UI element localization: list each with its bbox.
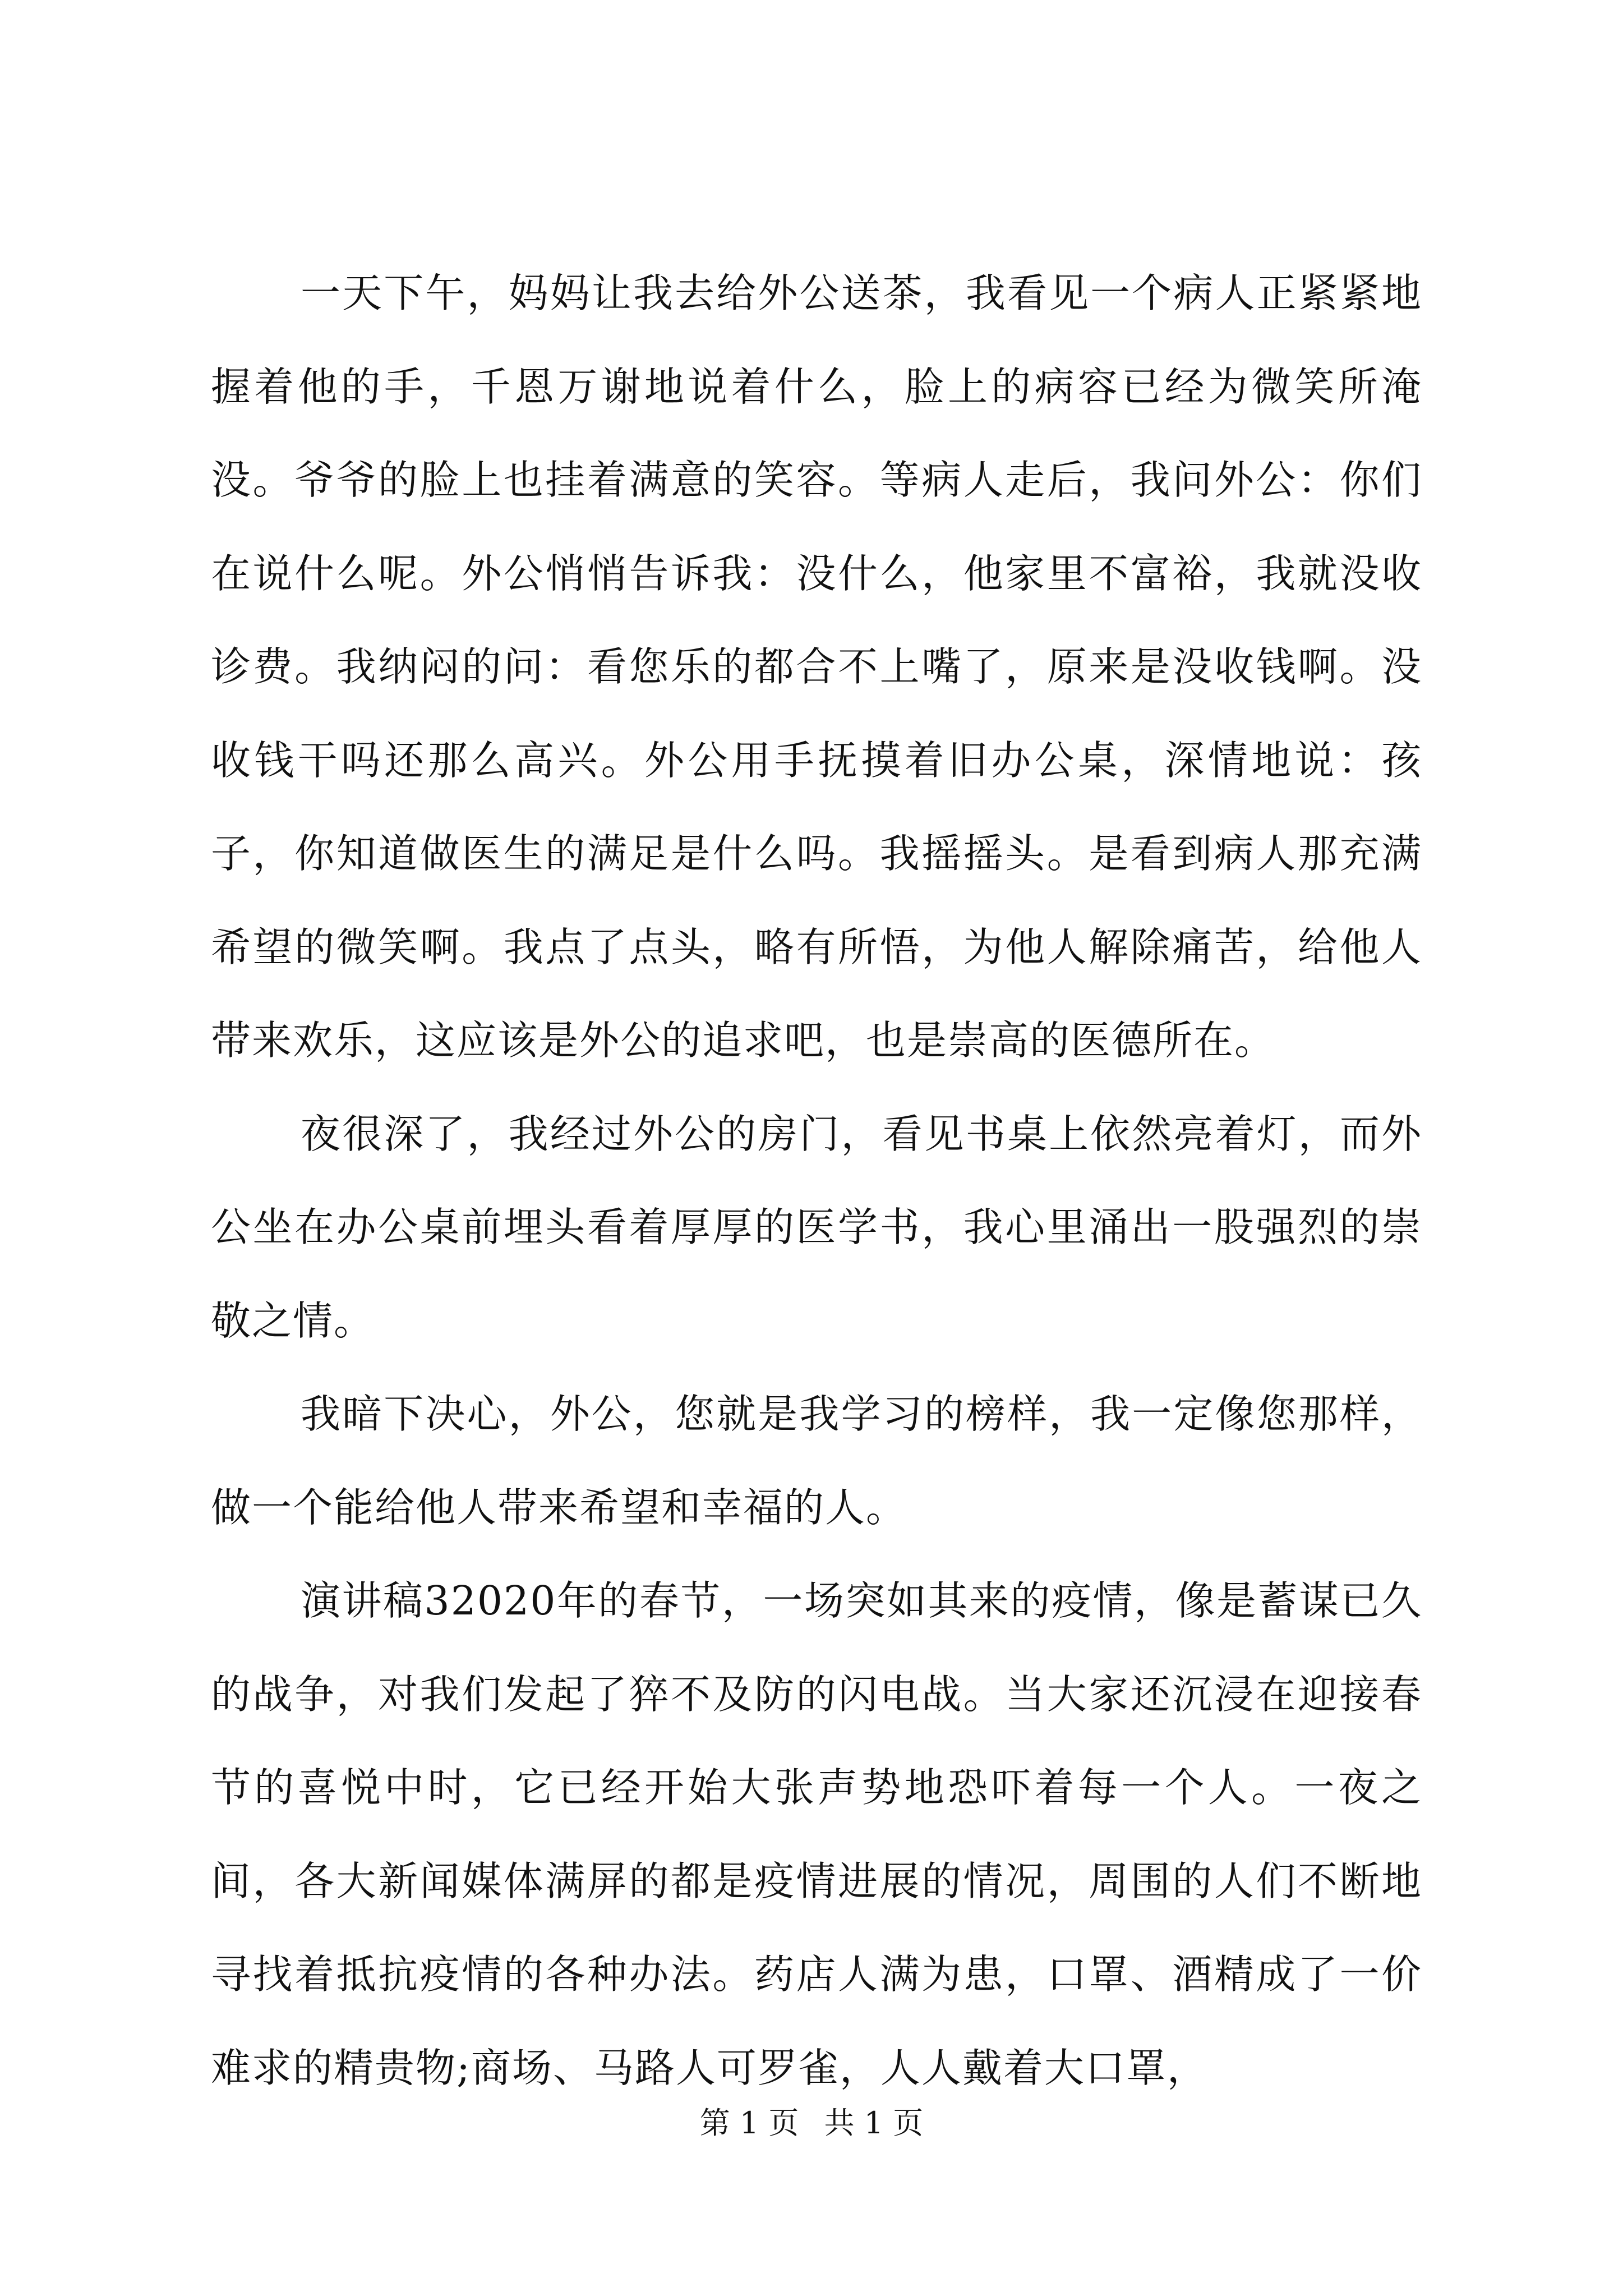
document-body bbox=[211, 247, 1422, 2115]
paragraph: 我暗下决心，外公，您就是我学习的榜样，我一定像您那样，做一个能给他人带来希望和幸福的人。 bbox=[211, 1391, 1422, 1531]
page-footer bbox=[0, 2104, 1623, 2143]
paragraph: 夜很深了，我经过外公的房门，看见书桌上依然亮着灯，而外公坐在办公桌前埋头看着厚厚的医学书，我心里涌出一股强烈的崇敬之情。 bbox=[211, 1110, 1422, 1344]
paragraph: 演讲稿32020年的春节，一场突如其来的疫情，像是蓄谋已久的战争，对我们发起了猝不及防的闪电战。当大家还沉浸在迎接春节的喜悦中时，它已经开始大张声势地恐吓着每一个人。一夜之间，各大新闻媒体满屏的都是疫情进展的情况，周围的人们不断地寻找着抵抗疫情的各种办法。药店人满为患，口罩、酒精成了一价难求的精贵物;商场、马路人可罗雀，人人戴着大口罩， bbox=[211, 1577, 1422, 2091]
paragraph: 一天下午，妈妈让我去给外公送茶，我看见一个病人正紧紧地握着他的手，千恩万谢地说着什么，脸上的病容已经为微笑所淹没。爷爷的脸上也挂着满意的笑容。等病人走后，我问外公：你们在说什么呢。外公悄悄告诉我：没什么，他家里不富裕，我就没收诊费。我纳闷的问：看您乐的都合不上嘴了，原来是没收钱啊。没收钱干吗还那么高兴。外公用手抚摸着旧办公桌，深情地说：孩子，你知道做医生的满足是什么吗。我摇摇头。是看到病人那充满希望的微笑啊。我点了点头，略有所悟，为他人解除痛苦，给他人带来欢乐，这应该是外公的追求吧，也是崇高的医德所在。 bbox=[211, 270, 1422, 1064]
page-number: 第 1 页 bbox=[699, 2105, 799, 2141]
page-total: 共 1 页 bbox=[824, 2105, 924, 2141]
